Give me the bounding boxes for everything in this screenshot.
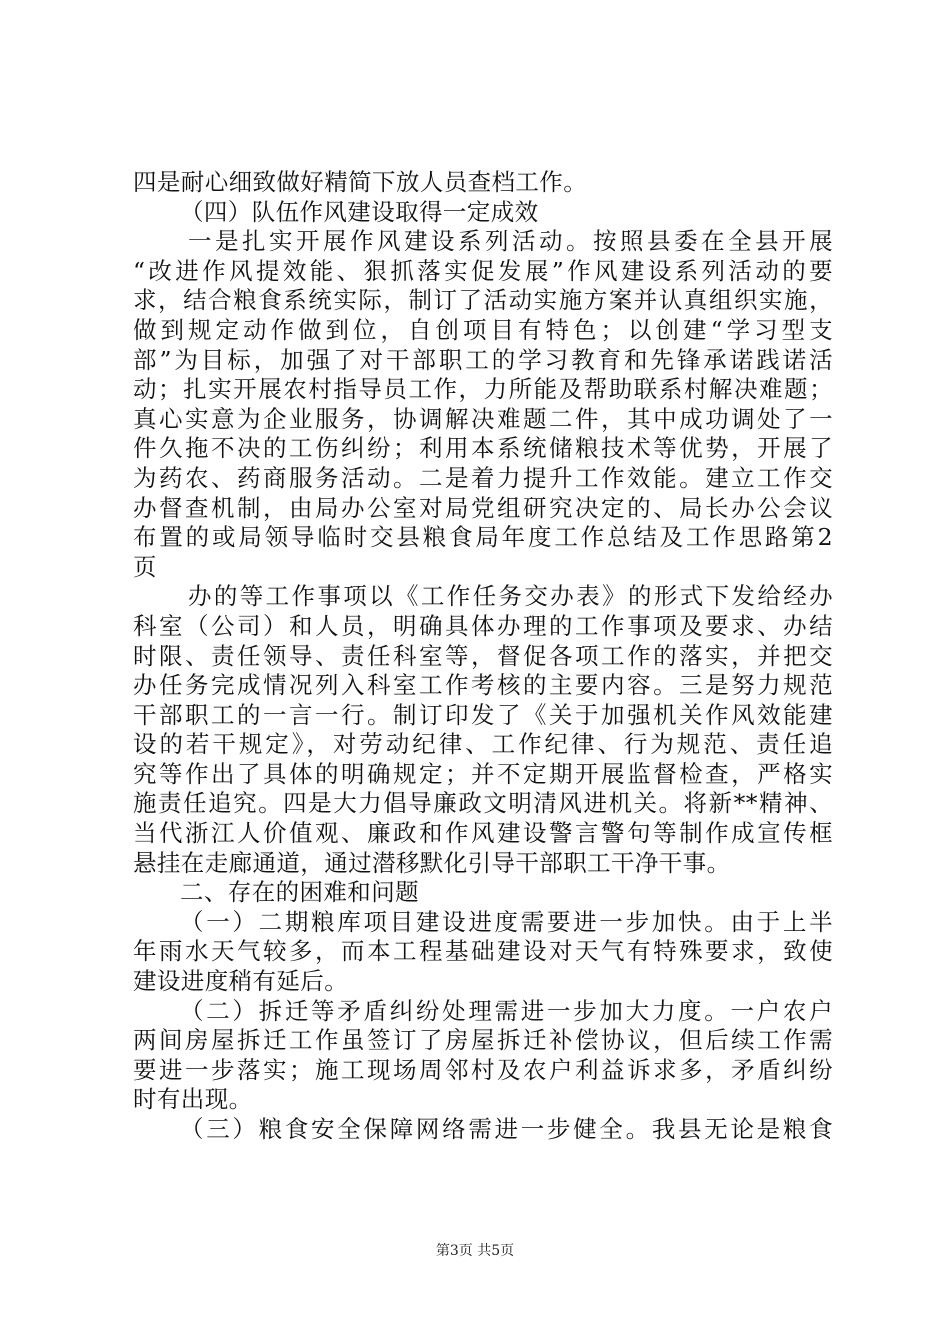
- text-line: “改进作风提效能、狠抓落实促发展”作风建设系列活动的要: [133, 256, 833, 285]
- text-line: 两间房屋拆迁工作虽签订了房屋拆迁补偿协议，但后续工作需: [133, 1026, 833, 1055]
- text-line: 时限、责任领导、责任科室等，督促各项工作的落实，并把交: [133, 641, 833, 670]
- paragraph-first-line: （二）拆迁等矛盾纠纷处理需进一步加大力度。一户农户: [180, 996, 833, 1025]
- paragraph-first-line: 办的等工作事项以《工作任务交办表》的形式下发给经办: [188, 582, 833, 611]
- text-line: 部”为目标，加强了对干部职工的学习教育和先锋承诺践诺活: [133, 345, 833, 374]
- text-line: 为药农、药商服务活动。二是着力提升工作效能。建立工作交: [133, 463, 833, 492]
- document-body: [133, 168, 833, 1145]
- text-line: 年雨水天气较多，而本工程基础建设对天气有特殊要求，致使: [133, 937, 833, 966]
- text-line: 办任务完成情况列入科室工作考核的主要内容。三是努力规范: [133, 671, 833, 700]
- paragraph-first-line: （三）粮食安全保障网络需进一步健全。我县无论是粮食: [180, 1115, 833, 1143]
- text-line: 设的若干规定》，对劳动纪律、工作纪律、行为规范、责任追: [133, 730, 833, 759]
- text-line: 做到规定动作做到位，自创项目有特色；以创建“学习型支: [133, 315, 833, 344]
- text-line: 真心实意为企业服务，协调解决难题二件，其中成功调处了一: [133, 404, 833, 433]
- text-line: 悬挂在走廊通道，通过潜移默化引导干部职工干净干事。: [133, 848, 731, 877]
- text-line: 科室（公司）和人员，明确具体办理的工作事项及要求、办结: [133, 611, 833, 640]
- paragraph-first-line: （一）二期粮库项目建设进度需要进一步加快。由于上半: [180, 907, 833, 936]
- text-line: 究等作出了具体的明确规定；并不定期开展监督检查，严格实: [133, 759, 833, 788]
- text-line: 布置的或局领导临时交县粮食局年度工作总结及工作思路第2: [133, 523, 833, 552]
- text-line: 建设进度稍有延后。: [133, 967, 349, 996]
- section-heading: 二、存在的困难和问题: [180, 878, 419, 907]
- section-heading: （四）队伍作风建设取得一定成效: [180, 197, 539, 226]
- text-line: 时有出现。: [133, 1085, 253, 1114]
- text-line: 求，结合粮食系统实际，制订了活动实施方案并认真组织实施，: [133, 286, 833, 315]
- paragraph-first-line: 一是扎实开展作风建设系列活动。按照县委在全县开展: [188, 227, 833, 256]
- text-line: 干部职工的一言一行。制订印发了《关于加强机关作风效能建: [133, 700, 833, 729]
- page-footer: 第3页 共5页: [435, 1243, 515, 1259]
- text-line: 件久拖不决的工伤纠纷；利用本系统储粮技术等优势，开展了: [133, 434, 833, 463]
- text-line: 动；扎实开展农村指导员工作，力所能及帮助联系村解决难题；: [133, 375, 833, 404]
- text-line: 四是耐心细致做好精简下放人员查档工作。: [133, 168, 588, 196]
- text-line: 当代浙江人价值观、廉政和作风建设警言警句等制作成宣传框: [133, 819, 833, 848]
- text-line: 页: [133, 552, 157, 581]
- text-line: 办督查机制，由局办公室对局党组研究决定的、局长办公会议: [133, 493, 833, 522]
- text-line: 要进一步落实；施工现场周邻村及农户利益诉求多，矛盾纠纷: [133, 1055, 833, 1084]
- text-line: 施责任追究。四是大力倡导廉政文明清风进机关。将新**精神、: [133, 789, 833, 818]
